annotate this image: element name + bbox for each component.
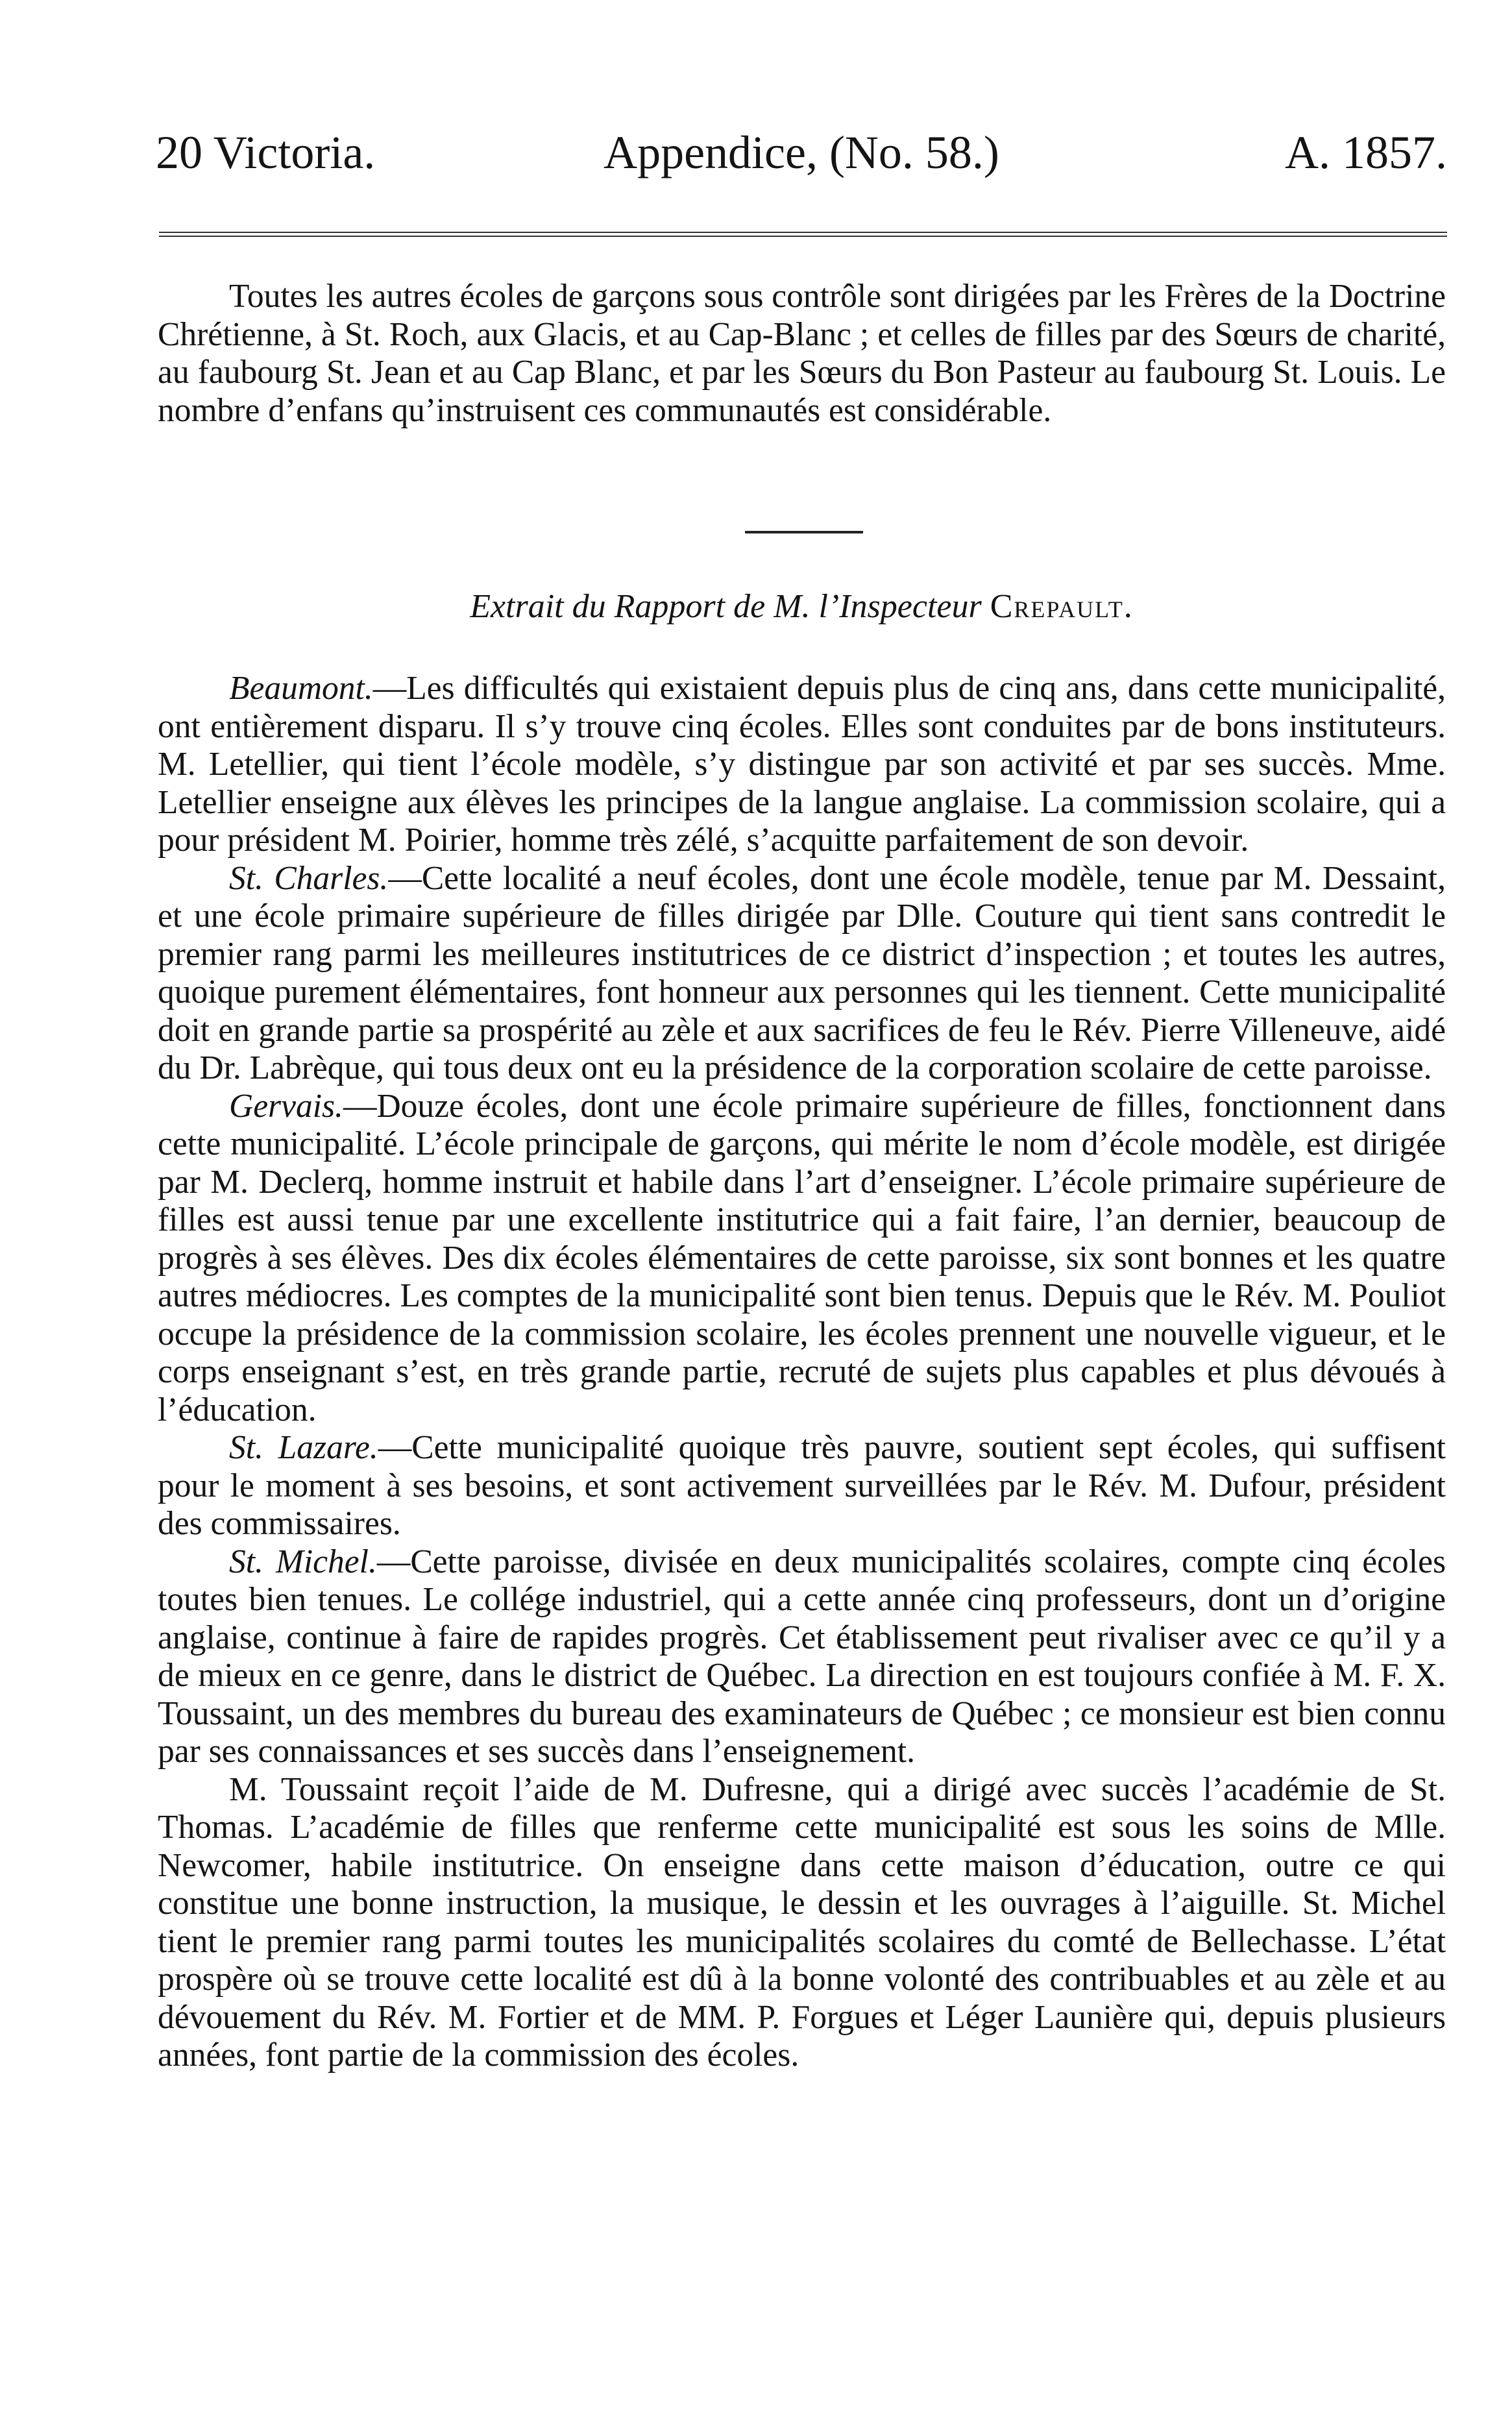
paragraph-text: —Les difficultés qui existaient depuis plus de cinq ans, dans cette municipalité, ont entièrement disparu. Il s’y trouve cinq écoles. Elles sont conduites par de bons instituteurs. M. Letellier, qui tient l’école modèle, s’y distingue par son activité et par ses succès. Mme. Letellier enseigne aux élèves les principes de la langue anglaise. La commission scolaire, qui a pour président M. Poirier, homme très zélé, s’acquitte parfaitement de son devoir.: [158, 670, 1446, 859]
paragraph-text: —Cette localité a neuf écoles, dont une école modèle, tenue par M. Dessaint, et une école primaire supérieure de filles dirigée par Dlle. Couture qui tient sans contredit le premier rang parmi les meilleures institutrices de ce district d’inspection ; et toutes les autres, quoique purement élémentaires, font honneur aux personnes qui les tiennent. Cette municipalité doit en grande partie sa prospérité au zèle et aux sacrifices de feu le Rév. Pierre Villeneuve, aidé du Dr. Labrèque, qui tous deux ont eu la présidence de la corporation scolaire de cette paroisse.: [158, 859, 1446, 1086]
section-divider: [745, 531, 863, 533]
place-name: St. Charles.: [229, 859, 389, 897]
header-year: A. 1857.: [1285, 127, 1447, 178]
report-body: [158, 670, 1446, 2075]
paragraph-text: —Douze écoles, dont une école primaire supérieure de filles, fonctionnent dans cette municipalité. L’école principale de garçons, qui mérite le nom d’école modèle, est dirigée par M. Declerq, homme instruit et habile dans l’art d’enseigner. L’école primaire supérieure de filles est aussi tenue par une excellente institutrice qui a fait faire, l’an dernier, beaucoup de progrès à ses élèves. Des dix écoles élémentaires de cette paroisse, six sont bonnes et les quatre autres médiocres. Les comptes de la municipalité sont bien tenus. Depuis que le Rév. M. Pouliot occupe la présidence de la commission scolaire, les écoles prennent une nouvelle vigueur, et le corps enseignant s’est, en très grande partie, recruté de sujets plus capables et plus dévoués à l’éducation.: [158, 1087, 1446, 1428]
paragraph-text: —Cette paroisse, divisée en deux municipalités scolaires, compte cinq écoles toutes bien tenues. Le collége industriel, qui a cette année cinq professeurs, dont un d’origine anglaise, continue à faire de rapides progrès. Cet établissement peut rivaliser avec ce qu’il y a de mieux en ce genre, dans le district de Québec. La direction en est toujours confiée à M. F. X. Toussaint, un des membres du bureau des examinateurs de Québec ; ce monsieur est bien connu par ses connaissances et ses succès dans l’enseignement.: [158, 1543, 1446, 1770]
section-title-name: Crepault.: [990, 588, 1134, 625]
header-session: 20 Victoria.: [156, 127, 376, 178]
paragraph-st-michel: [158, 1543, 1446, 1771]
place-name: Gervais.: [229, 1087, 343, 1125]
paragraph-beaumont: [158, 670, 1446, 860]
place-name: St. Lazare.: [229, 1429, 378, 1466]
paragraph-toussaint: [158, 1771, 1446, 2075]
paragraph-st-lazare: [158, 1429, 1446, 1543]
section-title: [158, 587, 1446, 626]
paragraph-st-charles: [158, 860, 1446, 1088]
paragraph-text: M. Toussaint reçoit l’aide de M. Dufresne, qui a dirigé avec succès l’académie de St. Thomas. L’académie de filles que renferme cette municipalité est sous les soins de Mlle. Newcomer, habile institutrice. On enseigne dans cette maison d’éducation, outre ce qui constitue une bonne instruction, la musique, le dessin et les ouvrages à l’aiguille. St. Michel tient le premier rang parmi toutes les municipalités scolaires du comté de Bellechasse. L’état prospère où se trouve cette localité est dû à la bonne volonté des contribuables et au zèle et au dévouement du Rév. M. Fortier et de MM. P. Forgues et Léger Launière qui, depuis plusieurs années, font partie de la commission des écoles.: [158, 1770, 1446, 2074]
paragraph-gervais: [158, 1088, 1446, 1430]
place-name: Beaumont.: [229, 670, 373, 707]
paragraph-text: —Cette municipalité quoique très pauvre, soutient sept écoles, qui suffisent pour le moment à ses besoins, et sont activement surveillées par le Rév. M. Dufour, président des commissaires.: [158, 1429, 1446, 1542]
header-appendix: Appendice, (No. 58.): [604, 127, 999, 178]
place-name: St. Michel.: [229, 1543, 377, 1580]
section-title-italic: Extrait du Rapport de M. l’Inspecteur: [470, 588, 982, 625]
header-rule: [159, 232, 1447, 237]
intro-paragraph: Toutes les autres écoles de garçons sous contrôle sont dirigées par les Frères de la Doctrine Chrétienne, à St. Roch, aux Glacis, et au Cap-Blanc ; et celles de filles par des Sœurs de charité, au faubourg St. Jean et au Cap Blanc, et par les Sœurs du Bon Pasteur au faubourg St. Louis. Le nombre d’enfans qu’instruisent ces communautés est considérable.: [158, 278, 1446, 429]
page-header: [156, 123, 1447, 182]
